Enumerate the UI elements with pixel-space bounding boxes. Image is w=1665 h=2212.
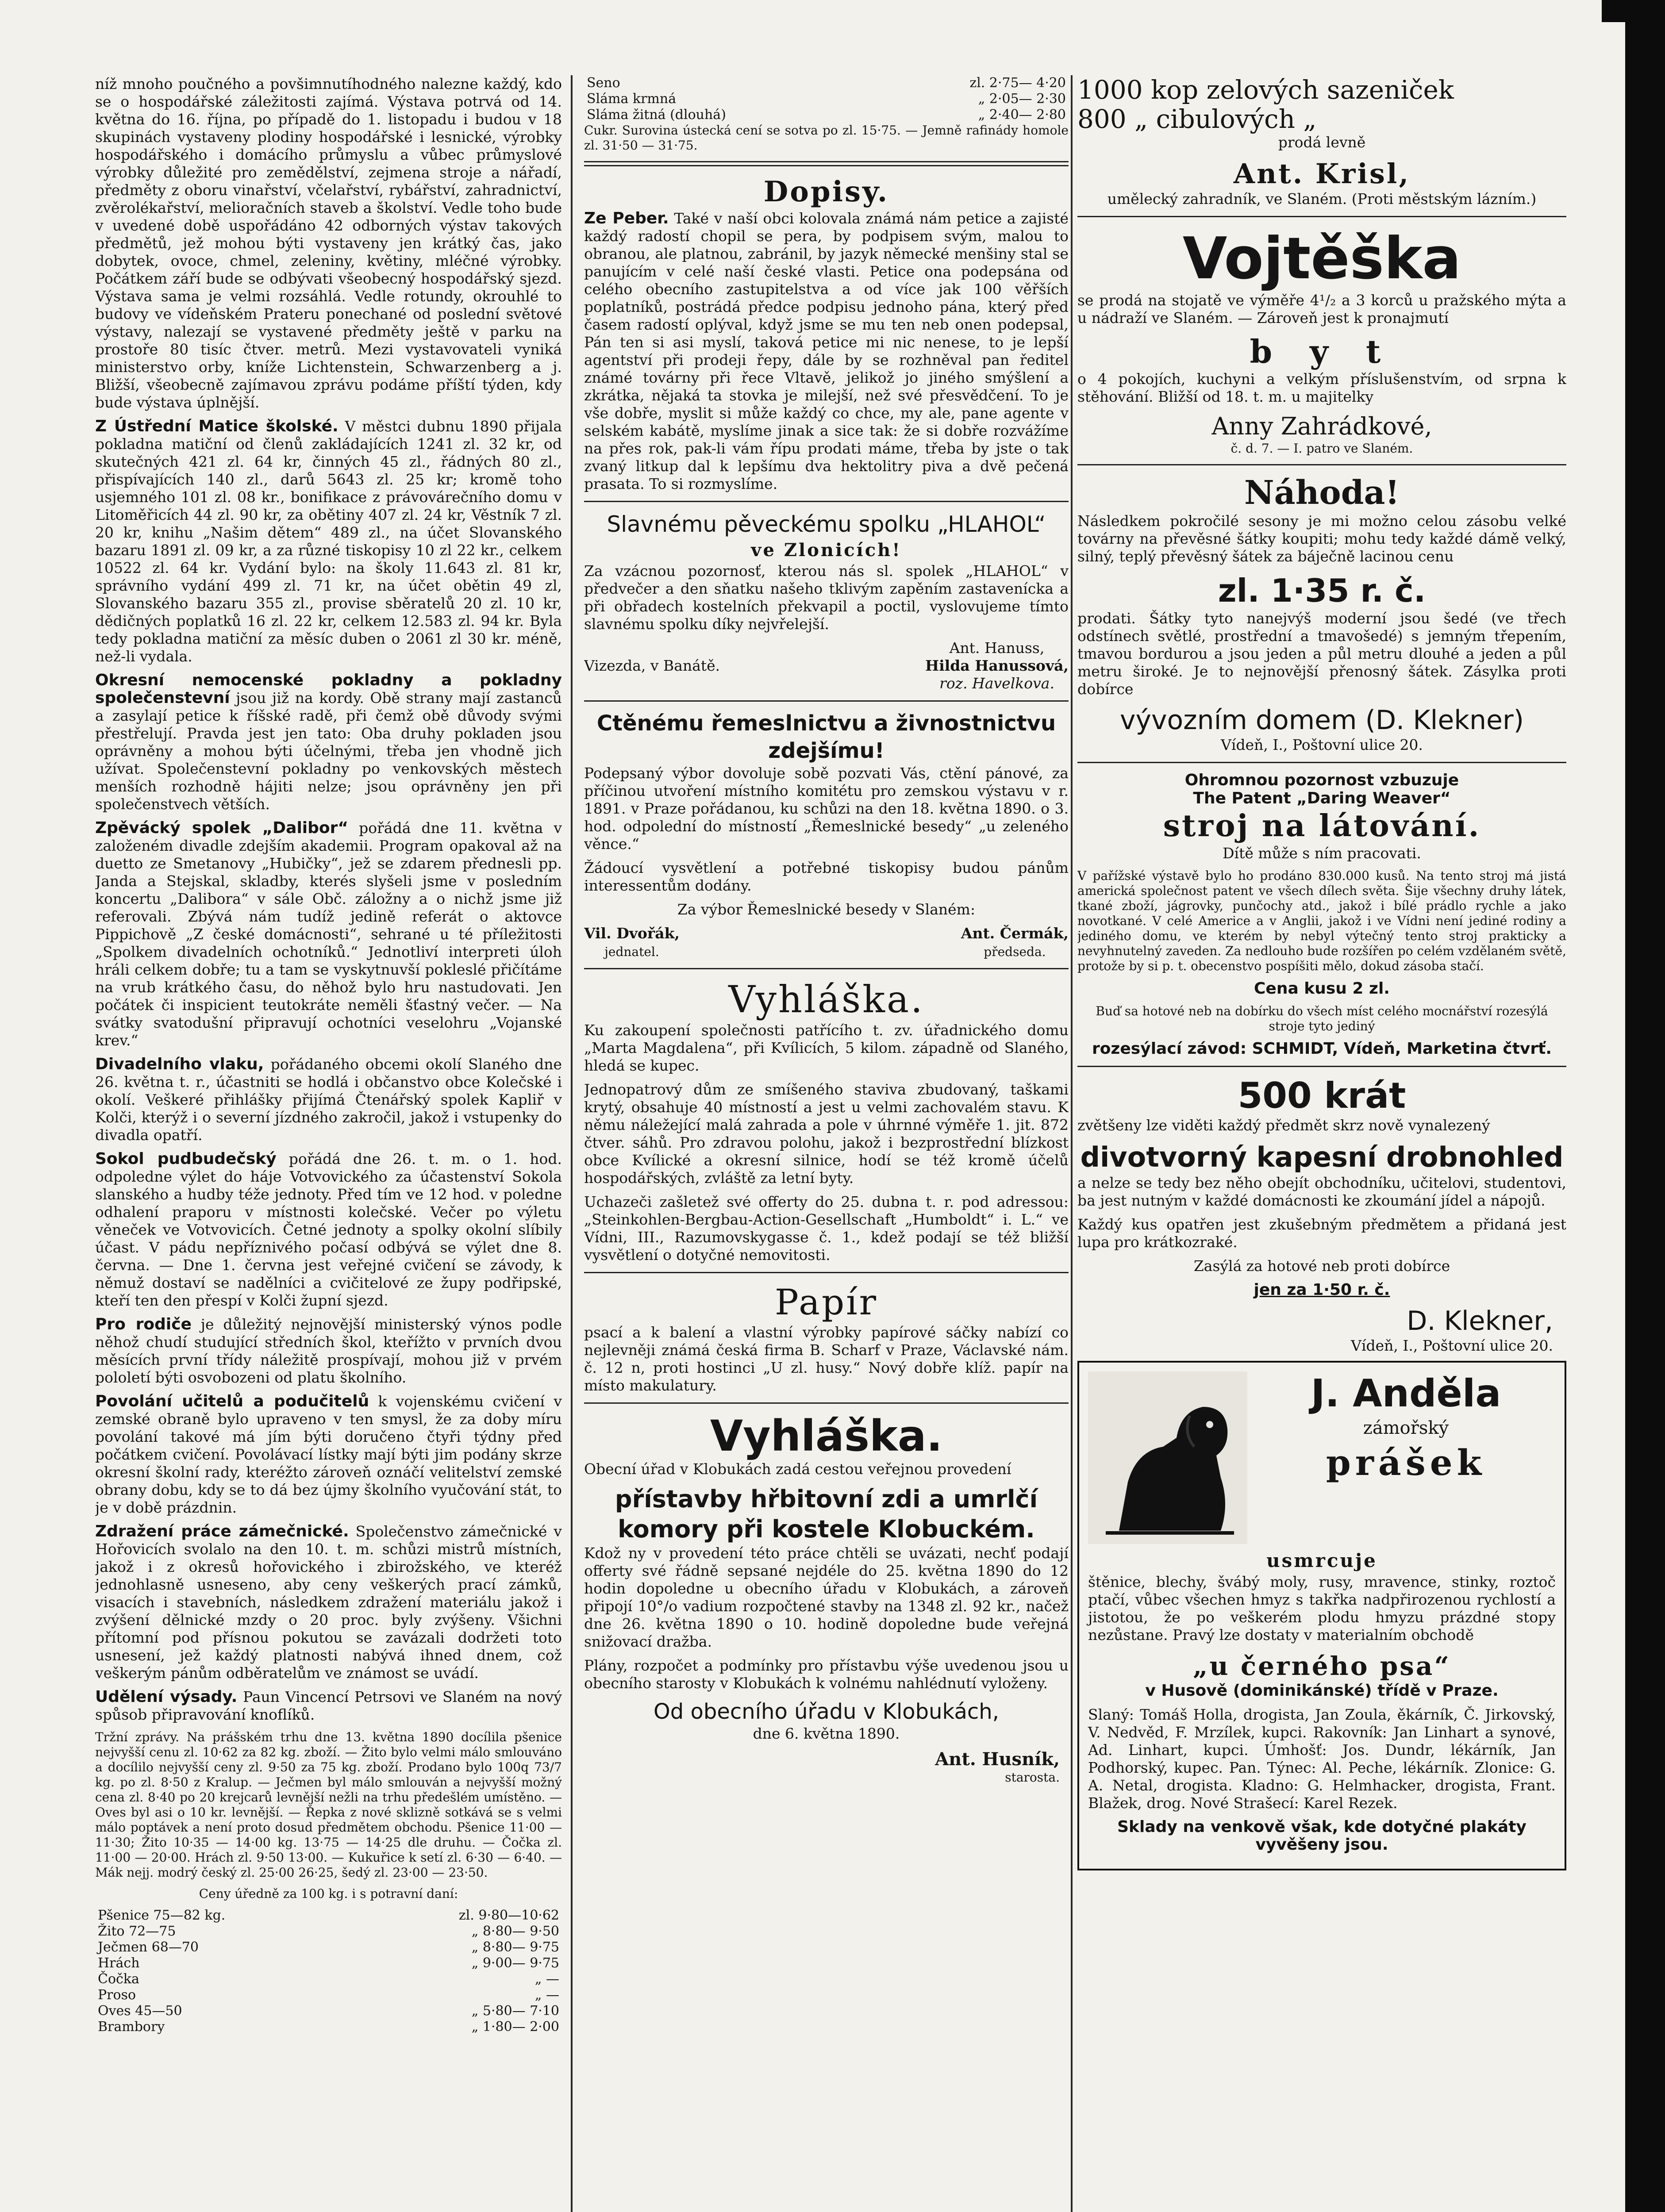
ad-sklady-text: Slaný: Tomáš Holla, drogista, Jan Zoula, ěkárník, Č. Jirkovský, V. Nedvěd, F. Mrzílek, kupci. Rakovník: Jan Linhart a synové, Ad. Linhart, kupci. Úmhošť: Jos. Dundr, lékárník, Jan Podhorský, kupec. Pan. Týnec: Al. Peche, lékárník. Zlonice: G. A. Netal, drogista. Kladno: G. Helmhacker, drogista, Frant. Blažek, drog. Nové Strašecí: Karel Rezek. xyxy=(1088,1706,1556,1812)
vyhlaska-1-text-c: Uchazeči zašletež své offerty do 25. dubna t. r. pod adressou: „Steinkohlen-Bergbau-Action-Gesellschaft „Humboldt“ i. L.“ ve Vídni, III., Razumovskygasse č. 1., kdež podají se též bližší vysvětlení o dotyčné nemovitosti. xyxy=(584,1193,1069,1263)
ad-daring-note: Buď sa hotové neb na dobírku do všech míst celého mocnářství rozesýlá stroje tyto jediný xyxy=(1096,1004,1548,1033)
price-item: Čočka xyxy=(98,1971,139,1987)
prices-table-2 xyxy=(584,75,1069,123)
price-item: Oves 45—50 xyxy=(98,2003,182,2019)
ad-daring-line-2: The Patent „Daring Weaver“ xyxy=(1193,789,1451,807)
remesl-text: Podepsaný výbor dovoluje sobě pozvati Vás, ctění pánové, za příčinou utvoření místního komitétu pro zemskou výstavu v r. 1891. v Praze pořádanou, ku schůzi na den 18. května 1890. o 3. hod. odpolední do místností „Řemeslnické besedy“ „u zeleného věnce.“ xyxy=(584,764,1069,853)
price-value: „ 2·05— 2·30 xyxy=(978,91,1066,107)
scan-border-right xyxy=(1625,0,1665,2212)
ad-daring-price: Cena kusu 2 zl. xyxy=(1254,979,1390,998)
column-news xyxy=(95,75,562,2212)
remesl-text-2: Žádoucí vysvětlení a potřebné tiskopisy budou pánům interessentům dodány. xyxy=(584,859,1069,894)
hlahol-subtitle: ve Zlonicích! xyxy=(751,540,902,561)
remesl-signer-1 xyxy=(584,925,680,960)
table-row xyxy=(584,75,1069,91)
ad-daring-line-1: Ohromnou pozornost vzbuzuje xyxy=(1184,771,1459,789)
price-item: Ječmen 68—70 xyxy=(98,1939,199,1955)
article-zdrazeni xyxy=(95,1523,562,1682)
ad-andela-text: štěnice, blechy, švábý moly, rusy, mravence, stinky, roztoč ptačí, vůbec všechen hmyz s takřka nadpřirozenou rychlostí a jistotou, že po veškerém plodu hmyzu prázdné stopy nezůstane. Pravý lze dostaty v materialním obchodě xyxy=(1088,1573,1556,1644)
signer-role: předseda. xyxy=(984,945,1046,959)
article-matice xyxy=(95,418,562,665)
heading-dalibor: Zpěvácký spolek „Dalibor“ xyxy=(95,819,349,837)
divider xyxy=(584,501,1069,502)
ad-cerny-pes-address: v Husově (dominikánské) třídě v Praze. xyxy=(1145,1682,1499,1700)
heading-vysady: Udělení výsady. xyxy=(95,1688,238,1706)
price-item: Seno xyxy=(587,75,620,91)
hlahol-place: Vizezda, v Banátě. xyxy=(584,657,720,674)
article-trzni: Tržní zprávy. Na prášském trhu dne 13. května 1890 docílila pšenice nejvyšší cenu zl. 10·62 za 82 kg. zboží. — Žito bylo velmi málo smlouváno a docílilo nejvyšší ceny zl. 9·50 za 75 kg. zboží. Prodano bylo 100q 73/7 kg. po zl. 8·50 z Kralup. — Ječmen byl málo smlouván a nejvyšší možný cena zl. 8·40 po 20 krejcarů levnější nežli na trhu předešlém umístěno. — Oves byl asi o 10 kr. levnější. — Řepka z nové sklizně sotkává se s velmi málo poptávek a není proto dosud předmětem obchodu. Pšenice 11·00 — 11·30; Žito 10·35 — 14·00 kg. 13·75 — 14·25 dle druhu. — Čočka zl. 11·00 — 20·00. Hrách zl. 9·50 13·00. — Kukuřice k setí zl. 6·30 — 6·40. — Mák nejj. modrý český zl. 25·00 26·25, šedý zl. 23·00 — 23·50. xyxy=(95,1730,562,1880)
heading-zdrazeni: Zdražení práce zámečnické. xyxy=(95,1522,349,1540)
article-exhibition: níž mnoho poučného a povšimnutíhodného nalezne každý, kdo se o hospodářské záležitosti zajímá. Výstava potrvá od 14. května do 16. října, po případě do 1. listopadu i budou v 18 skupinách vystaveny plodiny hospodářské i lesnické, výrobky hospodářského i domácího průmyslu a vůbec průmyslové výrobky důležité pro zemědělství, zejmena stroje a nářadí, předměty z oboru vinařství, včelařství, rybářství, zahradnictví, zvěrolékařství, melioračních staveb a školství. Vedle toho bude v uvedené době uspořádáno 42 odborných výstav takových předmětů, jež mohou býti vystaveny jen krátký čas, jako dobytek, ovoce, chmel, zeleniny, květiny, mléčné výrobky. Počátkem září bude se odbývati všeobecný hospodářský sjezd. Výstava sama je velmi rozsáhlá. Vedle rotundy, okrouhlé to budovy ve vídeňském Prateru ponechané od poslední světové výstavy, nalezají se vystavené předměty ještě v parku na prostoře 80 tisíc čtver. metrů. Mezi vystavovateli vyniká ministerstvo orby, kníže Lichtenstein, Schwarzenberg a j. Bližší, všeobecně zajímavou zprávu podáme příští týden, kdy bude výstava úplnější. xyxy=(95,75,562,411)
hlahol-title: Slavnému pěveckému spolku „HLAHOL“ xyxy=(607,511,1046,537)
papir-title: Papír xyxy=(775,1282,878,1323)
divider xyxy=(584,1272,1069,1273)
table-row xyxy=(95,1987,562,2003)
ad-krisl-address: umělecký zahradník, ve Slaném. (Proti městským lázním.) xyxy=(1107,190,1537,207)
vyhlaska-2-signature xyxy=(584,1749,1060,1785)
price-item: Proso xyxy=(98,1987,136,2003)
text-rodice: je důležitý nejnovější ministerský výnos podle něhož chudí studující středních škol, kteřížto v prvních dvou měsících první třídy náležitě prospívají, mohou již v prvém pololetí býti osvobozeni od platu školního. xyxy=(95,1316,562,1386)
ad-zahradkova-name: Anny Zahrádkové, xyxy=(1211,412,1432,440)
ad-zahradkova-address: č. d. 7. — I. patro ve Slaném. xyxy=(1230,441,1413,456)
ad-vojteska-text: se prodá na stojatě ve výměře 4¹/₂ a 3 korců u pražského mýta a u nádraží ve Slaném. — Zároveň jest k pronajmutí xyxy=(1077,292,1566,326)
ad-vojteska-title: Vojtěška xyxy=(1182,225,1461,292)
text-povolani: k vojenskému cvičení v zemské obraně bylo upraveno v ten smysl, že za doby míru povolání takové má jím býti doručeno čtyři týdny před počátkem cvičení. Povolávací lístky mají býti jim podány skrze okresní školní rady, kteréžto zároveň oznáčí velitelství zemské obrany dobu, kdy se to dá bez újmy školního vyučování stát, to je v době prázdnin. xyxy=(95,1393,562,1516)
heading-dopisy: Dopisy. xyxy=(763,175,889,208)
papir-text: psací a k balení a vlastní výrobky papírové sáčky nabízí co nejlevněji známá česká firma B. Scharf v Praze, Václavské nám. č. 12 n, proti hostinci „U zl. husy.“ Nový dobře klíž. papír na místo makulatury. xyxy=(584,1324,1069,1394)
ad-seedlings-line-1: 1000 kop zelových sazeniček xyxy=(1077,75,1454,105)
ad-seedlings-line-2: 800 „ cibulových „ xyxy=(1077,104,1317,134)
price-value: „ 2·40— 2·80 xyxy=(978,107,1066,123)
vyhlaska-2-date: dne 6. května 1890. xyxy=(753,1725,900,1742)
sugar-prices: Cukr. Surovina ústecká cení se sotva po zl. 15·75. — Jemně rafinády homole zl. 31·50 — 31·75. xyxy=(584,123,1069,153)
heading-peber: Ze Peber. xyxy=(584,209,669,227)
price-item: Pšenice 75—82 kg. xyxy=(98,1908,226,1923)
remesl-signature xyxy=(584,925,1069,960)
signer-name: Vil. Dvořák, xyxy=(584,925,680,942)
divider xyxy=(584,161,1069,166)
price-item: Brambory xyxy=(98,2019,165,2035)
vyhlaska-1-text-a: Ku zakoupení společnosti patřícího t. zv. úřadnického domu „Marta Magdalena“, při Kvílicích, 5 kilom. západně od Slaného, hledá se kupec. xyxy=(584,1022,1069,1074)
article-dalibor xyxy=(95,819,562,1049)
article-pokladny xyxy=(95,672,562,813)
article-rodice xyxy=(95,1316,562,1386)
text-sokol: pořádá dne 26. t. m. o 1. hod. odpoledne výlet do háje Votvovického za účastenství Sokola slanského a hudby téže jednoty. Před tím ve 12 hod. v poledne odhalení praporu v místnosti kolečské. Večer po výletu věneček ve Votvovicích. Četné jednoty a spolky okolní slíbily účast. V pádu nepříznivého počasí odbývá se výlet dne 8. června. — Dne 1. června jest veřejné cvičení se závody, k němuž dostaví se nadělníci a cvičitelové ze župy podřipské, kteří ten den přespí v Kolči župní sjezd. xyxy=(95,1150,562,1309)
table-row xyxy=(95,1924,562,1939)
ad-seedlings xyxy=(1077,75,1566,134)
article-sokol xyxy=(95,1150,562,1310)
ad-andela-zamorsky: zámořský xyxy=(1363,1418,1449,1438)
signer-role: jednatel. xyxy=(604,945,659,959)
article-povolani xyxy=(95,1393,562,1517)
text-vysady: Paun Vincencí Petrsovi ve Slaném na nový spůsob připravování knoflíků. xyxy=(95,1688,562,1723)
hlahol-signers xyxy=(925,639,1069,692)
prices-title: Ceny úředně za 100 kg. i s potravní daní: xyxy=(199,1886,458,1901)
column-rule-1 xyxy=(571,75,573,2212)
article-vlak xyxy=(95,1056,562,1144)
ad-daring-line-4: Dítě může s ním pracovati. xyxy=(1223,845,1421,862)
ad-klekner-name: D. Klekner, xyxy=(1407,1306,1553,1336)
price-value: „ 9·00— 9·75 xyxy=(471,1955,559,1971)
vyhlaska-2-text-c: Plány, rozpočet a podmínky pro přístavbu výše uvedenou jsou u obecního starosty v Klobukách k volnému nahlédnutí vyloženy. xyxy=(584,1657,1069,1692)
ad-vyvozni-dum: vývozním domem (D. Klekner) xyxy=(1119,705,1524,736)
heading-sokol: Sokol pudbudečský xyxy=(95,1150,277,1168)
vyhlaska-title-2: Vyhláška. xyxy=(710,1411,943,1461)
divider xyxy=(1077,216,1566,217)
divider xyxy=(584,1402,1069,1404)
ad-andela-prasek: prášek xyxy=(1326,1442,1486,1483)
divider xyxy=(1077,1066,1566,1067)
remesl-title: Ctěnému řemeslnictvu a živnostnictvu zdejšímu! xyxy=(596,711,1056,763)
ad-sklady-note: Sklady na venkově však, kde dotyčné plakáty vyvěšeny jsou. xyxy=(1117,1818,1527,1854)
text-vlak: pořádaného obcemi okolí Slaného dne 26. května t. r., účastniti se hodlá i občanstvo obce Kolečské i okolí. Veškeré přihlášky přijímá Čtenářský spolek Kapliř v Kolči, kterýž i o severní jízdného zakročil, jakož i vstupenky do divadla opatří. xyxy=(95,1056,562,1144)
price-value: „ 8·80— 9·50 xyxy=(471,1924,559,1939)
price-value: „ 5·80— 7·10 xyxy=(471,2003,559,2019)
column-ads xyxy=(1077,75,1566,2212)
signer-role: starosta. xyxy=(1005,1770,1060,1785)
ad-klekner-address: Vídeň, I., Poštovní ulice 20. xyxy=(1351,1337,1553,1354)
ad-nahoda-text: Následkem pokročilé sesony je mi možno celou zásobu velké továrny na převěsné šátky koupiti; mohu tedy každé dámě velký, silný, teplý převěsný šátek za báječně lacinou cenu xyxy=(1077,512,1566,565)
heading-povolani: Povolání učitelů a podučitelů xyxy=(95,1392,369,1410)
ad-seedlings-line-3: prodá levně xyxy=(1278,134,1366,151)
hlahol-text: Za vzácnou pozornosť, kterou nás sl. spolek „HLAHOL“ v předvečer a den sňatku našeho tklivým zapěním zastavenícka a při obřadech kostelních překvapil a poctil, vyslovujeme tímto slavnému spolku díky nejvřelejší. xyxy=(584,562,1069,633)
table-row xyxy=(95,1971,562,1987)
ad-vyvozni-address: Vídeň, I., Poštovní ulice 20. xyxy=(1221,736,1423,753)
vyhlaska-title-1: Vyhláška. xyxy=(728,978,924,1021)
price-value: „ — xyxy=(534,1971,559,1987)
ad-krat-title: 500 krát xyxy=(1238,1075,1406,1116)
black-dog-illustration xyxy=(1088,1371,1247,1544)
hlahol-signer-2: Hilda Hanussová, xyxy=(925,657,1069,674)
ad-cerny-pes: „u černého psa“ xyxy=(1193,1651,1451,1681)
ad-nahoda-title: Náhoda! xyxy=(1244,474,1400,512)
price-value: zl. 2·75— 4·20 xyxy=(969,75,1066,91)
text-peber: Také v naší obci kolovala známá nám petice a zajisté každý radostí chopil se pera, by podpisem svým, malou to obranou, ale platnou, zabránil, by jazyk německé menšiny stal se panujícím v celé naší české vlasti. Petice ona podepsána od celého obecního zastupitelstva a od více jak 100 věřších poplatníků, postrádá předce podpisu jednoho pána, který před časem radostí oplýval, když jsme se mu ten neb onen podepsal, Pán ten si asi myslí, taková petice mi nic nenese, to je lepší agentství při prodeji řepy, dále by se rozhněval pan ředitel známé továrny při řece Vltavě, jelikož jo jiného smýšlení a zkrátka, nějaká ta stovka je milejší, než své přesvědčení. To je vše dobře, myslit si může každý co chce, my ale, pane agente v selském kabátě, myslíme jinak a sice tak: že si dobře rozvážíme na přes rok, pak-li vám řípu prodati máme, třeba by jste o tak zvaný litkup dal k lepšímu dva hektolitry piva a dvě pečená prasata. To si rozmyslíme. xyxy=(584,210,1069,492)
divider xyxy=(584,700,1069,702)
table-row xyxy=(95,2003,562,2019)
remesl-signer-2 xyxy=(961,925,1069,960)
text-zdrazeni: Společenstvo zámečnické v Hořovicích svolalo na den 10. t. m. schůzi mistrů místních, jakož i z okresů hořovického i zbirožského, ve kteréž jednohlasně usneseno, aby ceny veškerých prací zámků, visacích i stavebních, následkem zdražení materiálu jakož i zvýšení dělnické mzdy o 20 proc. byly zvýšeny. Všichni přítomní pod přísnou pokutou se zavázali dodržeti toto usnesení, jež každý platnosti nabývá ihned dnem, což veškerým pánům odběratelům ve známost se uvádí. xyxy=(95,1523,562,1682)
hlahol-signer-3: roz. Havelkova. xyxy=(939,675,1054,692)
article-vysady xyxy=(95,1688,562,1724)
column-middle xyxy=(584,75,1069,2212)
ad-daring-text: V pařížské výstavě bylo ho prodáno 830.000 kusů. Na tento stroj má jistá americká společnost patent ve všech dílech světa. Šije všechny druhy látek, tkané zboží, jágrovky, punčochy atd., jakož i bílé prádlo rychle a jako novotkané. V celé Americe a v Anglii, jakož i ve Vídni není jediné rodiny a jediného domu, ve kterém by nebyl výtečný tento stroj prakticky a nevyhnutelný zaveden. Za nedlouho bude rozšířen po celém vzdělaném světě, protože by si p. t. obecenstvo pospíšiti mělo, dokud zásoba stačí. xyxy=(1077,868,1566,973)
heading-rodice: Pro rodiče xyxy=(95,1315,192,1333)
prices-table xyxy=(95,1908,562,2035)
ad-andela-box xyxy=(1077,1361,1566,1870)
signer-name: Ant. Husník, xyxy=(935,1749,1060,1770)
ad-drobnohled-title: divotvorný kapesní drobnohled xyxy=(1080,1141,1564,1173)
divider xyxy=(1077,762,1566,763)
hlahol-signature xyxy=(584,639,1069,692)
table-row xyxy=(95,1939,562,1955)
text-dalibor: pořádá dne 11. května v založeném divadle zdejším akademii. Program opakoval až na duetto ze Smetanovy „Hubičky“, jež se zdarem přednesli pp. Janda a Stejskal, skladby, kterés slyšeli jsme v posledním koncertu „Dalibora“ v sále Obč. záložny a o nichž jsme již referovali. Zbývá nám tudíž jedině referát o aktovce Pippichově „Z české domácnosti“, sehrané u té příležitosti „Spolkem divadelních ochotníků.“ Jednotliví interpreti úloh hráli celkem dobře; tu a tam se vyskytnuvší pokleslé přičítáme na vrub krátkého času, do něhož bylo hru nastudovati. Jen počátek či inspicient teutokráte neměli šťastný večer. — Na svátky svatodušní připravují ochotníci veselohru „Vojanské krev.“ xyxy=(95,819,562,1049)
heading-vlak: Divadelního vlaku, xyxy=(95,1055,264,1073)
price-item: Sláma žitná (dlouhá) xyxy=(587,107,726,123)
divider xyxy=(584,968,1069,969)
vyhlaska-2-headline: přístavby hřbitovní zdi a umrlčí komory při kostele Klobuckém. xyxy=(615,1485,1038,1543)
price-item: Hrách xyxy=(98,1955,140,1971)
vyhlaska-2-text-b: Kdož ny v provedení této práce chtěli se uvázati, nechť podají offerty své řádně sepsané nejdéle do 25. května 1890 do 12 hodin dopoledne u obecního úřadu v Klobukách, a zároveň připojí 10°/o vadium rozpočtené stavby na 1348 zl. 92 kr., načež dne 26. května 1890 o 10. hodině dopoledne bude veřejná snižovací dražba. xyxy=(584,1544,1069,1650)
price-item: Sláma krmná xyxy=(587,91,677,107)
ad-nahoda-text-2: prodati. Šátky tyto nanejvýš moderní jsou šedé (ve třech odstínech světlé, prostřední a tmavošedé) s jemným třepením, tmavou bordurou a jsou jeden a půl metru dlouhé a jeden a půl metru široké. Je to nejnovější přenosný šátek. Zásylka proti dobírce xyxy=(1077,610,1566,698)
hlahol-signer-1: Ant. Hanuss, xyxy=(949,639,1045,657)
remesl-for: Za výbor Řemeslnické besedy v Slaném: xyxy=(677,901,976,918)
table-row xyxy=(95,1908,562,1924)
ad-drobnohled-text-2: Každý kus opatřen jest zkušebným předmětem a přidaná jest lupa pro krátkozraké. xyxy=(1077,1216,1566,1251)
text-pokladny: jsou již na kordy. Obě strany mají zastanců a zasylají petice k říšské radě, při čemž obě důvody svými přestřelují. Pravda jest jen tato: Oba druhy pokladen jsou oprávněny a mohou býti účelnými, třeba jen vhodně jich užívat. Společenstevní pokladny po venkovských městech menších rozhodně hájiti nelze; jsou oprávněny jen při společenstvech větších. xyxy=(95,689,562,813)
ad-krat-text: zvětšeny lze viděti každý předmět skrz nově vynalezený xyxy=(1077,1117,1490,1134)
ad-nahoda-price: zl. 1·35 r. č. xyxy=(1218,572,1426,609)
table-row xyxy=(95,1955,562,1971)
table-row xyxy=(584,91,1069,107)
ad-daring-title: stroj na látování. xyxy=(1163,808,1481,844)
price-value: „ 8·80— 9·75 xyxy=(471,1939,559,1955)
ad-drobnohled-text-3: Zasýlá za hotové neb proti dobírce xyxy=(1193,1257,1450,1275)
vyhlaska-2-text-a: Obecní úřad v Klobukách zadá cestou veřejnou provedení xyxy=(584,1460,1011,1478)
price-value: zl. 9·80—10·62 xyxy=(458,1908,559,1923)
ad-byt-text: o 4 pokojích, kuchyni a velkým příslušenstvím, od srpna k stěhování. Bližší od 18. t. m. u majitelky xyxy=(1077,370,1566,405)
signer-name: Ant. Čermák, xyxy=(961,925,1069,942)
scan-border-top xyxy=(1602,0,1665,22)
price-item: Žito 72—75 xyxy=(98,1924,176,1939)
heading-pokladny: Okresní nemocenské pokladny a pokladny společenstevní xyxy=(95,671,562,707)
ad-daring-shop: rozesýlací závod: SCHMIDT, Vídeň, Marketina čtvrť. xyxy=(1092,1040,1552,1058)
table-row xyxy=(95,2019,562,2035)
table-row xyxy=(584,107,1069,123)
price-value: „ — xyxy=(534,1987,559,2003)
column-rule-2 xyxy=(1071,75,1073,2212)
ad-byt-title: b y t xyxy=(1250,333,1394,370)
ad-drobnohled-price: jen za 1·50 r. č. xyxy=(1254,1281,1390,1299)
vyhlaska-2-from: Od obecního úřadu v Klobukách, xyxy=(654,1699,999,1724)
ad-andela-usmrcuje: usmrcuje xyxy=(1266,1550,1377,1571)
ad-drobnohled-text: a nelze se tedy bez něho obejít obchodníku, učitelovi, studentovi, ba jest nutným v každé domácnosti ke zkoumání jídel a nápojů. xyxy=(1077,1174,1566,1209)
heading-matice: Z Ústřední Matice školské. xyxy=(95,417,338,435)
ad-andela-name: J. Anděla xyxy=(1311,1371,1501,1416)
vyhlaska-1-text-b: Jednopatrový dům ze smíšeného staviva zbudovaný, taškami krytý, obsahuje 40 místností a jest u velmi zachovalém stavu. K němu náležející malá zahrada a pole v úhrnné výměře 1. jit. 872 čtver. sáhů. Pro zdravou polohu, jakož i bezprostřední blízkost obce Kvílické a okresní silnice, hodí se též kromě účelů hospodářských, zvláště za letní byty. xyxy=(584,1081,1069,1187)
text-matice: V městci dubnu 1890 přijala pokladna matiční od členů zakládajících 1241 zl. 32 kr, od skutečných 421 zl. 64 kr, činných 45 zl., řádných 80 zl., přispívajících 140 zl., darů 5643 zl. 25 kr; kromě toho usjemného 101 zl. 08 kr., bonifikace z právovárečního domu v Litoměřicích 44 zl. 90 kr, za obětiny 407 zl. 24 kr, Věstník 7 zl. 20 kr, knihu „Našim dětem“ 489 zl., na účet Slovanského bazaru 1891 zl. 09 kr, a za různé tiskopisy 10 zl 22 kr., celkem 10522 zl. 64 kr. Vydání bylo: na školy 11.643 zl. 81 kr, správního vydání 499 zl. 71 kr, na účet obětin 49 zl, Slovanského bazaru 355 zl., provise sběratelů 20 zl. 10 kr, dědičných poplatků 16 zl. 22 kr, celkem 12.583 zl. 94 kr. Byla tedy pokladna matiční za měsíc duben o 2061 zl 30 kr. méně, než-li vydala. xyxy=(95,418,562,665)
ad-krisl-name: Ant. Krisl, xyxy=(1233,157,1411,190)
article-peber xyxy=(584,210,1069,493)
divider xyxy=(1077,464,1566,465)
price-value: „ 1·80— 2·00 xyxy=(471,2019,559,2035)
